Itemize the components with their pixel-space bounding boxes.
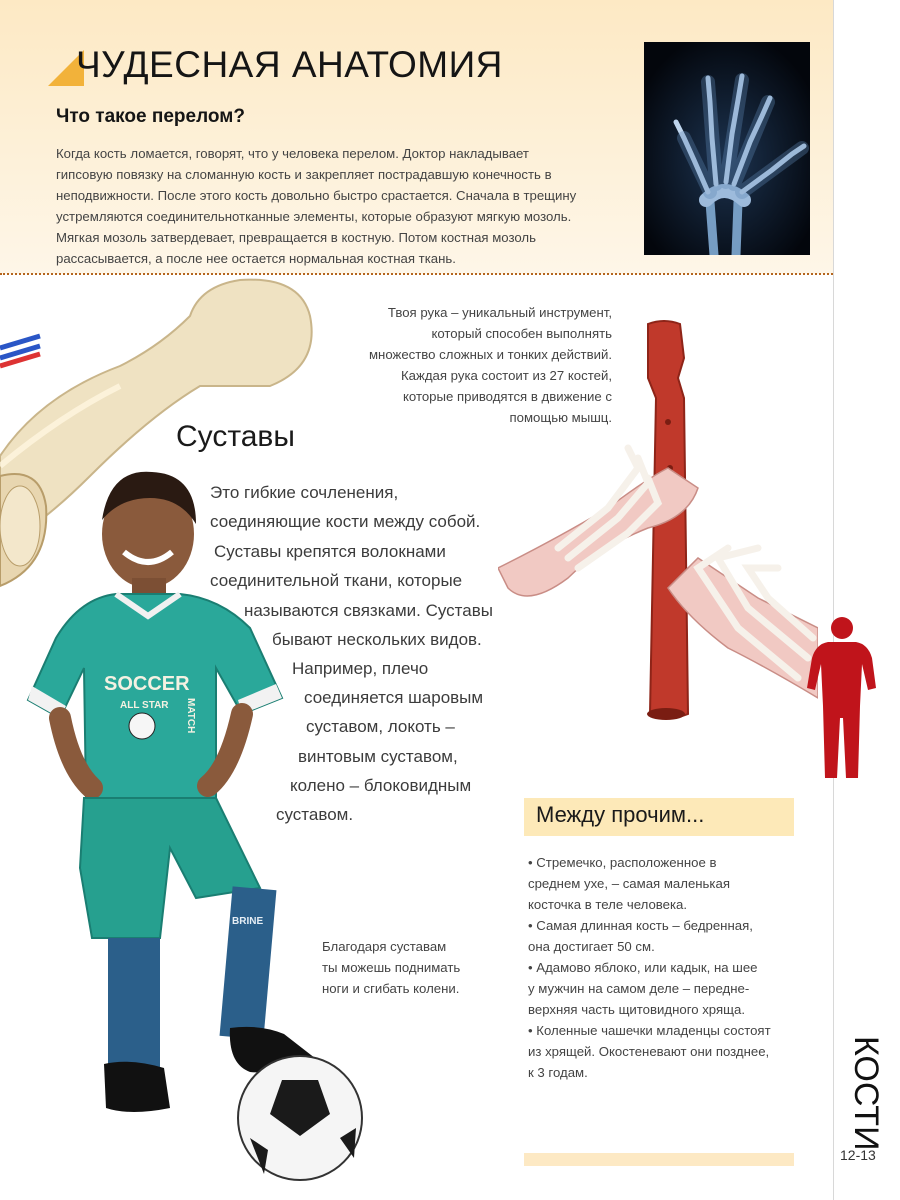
hand-caption-line: который способен выполнять bbox=[431, 326, 612, 341]
joints-line: колено – блоковидным bbox=[290, 776, 472, 795]
facts-bottom-bar bbox=[524, 1153, 794, 1166]
section-tab bbox=[845, 1030, 889, 1150]
fact-item bbox=[528, 852, 796, 915]
fact-line: • Адамово яблоко, или кадык, на шее bbox=[528, 960, 758, 975]
dotted-divider bbox=[0, 273, 833, 275]
joints-line: суставом. bbox=[276, 805, 354, 824]
fact-line: к 3 годам. bbox=[528, 1065, 588, 1080]
fact-item bbox=[528, 915, 796, 957]
section-tab-label: КОСТИ bbox=[847, 1036, 885, 1151]
joints-line: Например, плечо bbox=[292, 659, 429, 678]
knee-caption-line: ты можешь поднимать bbox=[322, 960, 461, 975]
fracture-line: устремляются соединительнотканные элементы, которые образуют мягкую мозоль. bbox=[56, 209, 572, 224]
hand-caption-line: Твоя рука – уникальный инструмент, bbox=[387, 305, 612, 320]
fracture-subheading: Что такое перелом? bbox=[56, 106, 245, 127]
fact-line: • Самая длинная кость – бедренная, bbox=[528, 918, 753, 933]
fracture-line: гипсовую повязку на сломанную кость и закрепляет пострадавшую конечность в bbox=[56, 167, 552, 182]
hand-caption-line: помощью мышц. bbox=[509, 410, 612, 425]
hand-caption-line: которые приводятся в движение с bbox=[402, 389, 612, 404]
right-margin bbox=[833, 0, 900, 1200]
page-title: ЧУДЕСНАЯ АНАТОМИЯ bbox=[76, 44, 503, 85]
knee-caption bbox=[322, 936, 460, 999]
joints-line: Это гибкие сочленения, bbox=[210, 483, 399, 502]
joints-line: называются связками. Суставы bbox=[244, 601, 493, 620]
facts-list bbox=[528, 852, 796, 1083]
joints-line: Суставы крепятся волокнами bbox=[214, 542, 446, 561]
fracture-paragraph bbox=[56, 143, 616, 269]
fact-item bbox=[528, 957, 796, 1020]
facts-title: Между прочим... bbox=[536, 802, 705, 827]
fact-line: среднем ухе, – самая маленькая bbox=[528, 876, 730, 891]
knee-caption-line: Благодаря суставам bbox=[322, 939, 447, 954]
hand-caption-line: множество сложных и тонких действий. bbox=[368, 347, 612, 362]
fact-item bbox=[528, 1020, 796, 1083]
fact-line: у мужчин на самом деле – передне- bbox=[528, 981, 750, 996]
xray-hand-image bbox=[644, 42, 810, 255]
joints-line: соединительной ткани, которые bbox=[210, 571, 463, 590]
shirt-text: ALL STAR bbox=[120, 700, 169, 711]
human-silhouette-icon bbox=[806, 614, 878, 780]
fact-line: • Коленные чашечки младенцы состоят bbox=[528, 1023, 771, 1038]
fracture-line: неподвижности. После этого кость довольно быстро срастается. Сначала в трещину bbox=[56, 188, 577, 203]
fact-line: из хрящей. Окостеневают они позднее, bbox=[528, 1044, 770, 1059]
joints-title: Суставы bbox=[176, 420, 295, 453]
joints-line: суставом, локоть – bbox=[306, 717, 455, 736]
hands-flute-illustration bbox=[498, 318, 818, 738]
page-number: 12-13 bbox=[840, 1147, 876, 1163]
fracture-line: Мягкая мозоль затвердевает, превращается в костную. Потом костная мозоль bbox=[56, 230, 536, 245]
fracture-line: рассасывается, а после нее остается нормальная костная ткань. bbox=[56, 251, 456, 266]
shirt-text: SOCCER bbox=[104, 673, 190, 695]
fact-line: верхняя часть щитовидного хряща. bbox=[528, 1002, 745, 1017]
joints-line: бывают нескольких видов. bbox=[272, 630, 482, 649]
shirt-text: MATCH bbox=[185, 698, 196, 734]
shin-guard-text: BRINE bbox=[232, 916, 264, 927]
fact-line: она достигает 50 см. bbox=[528, 939, 655, 954]
hand-caption-line: Каждая рука состоит из 27 костей, bbox=[401, 368, 612, 383]
fracture-line: Когда кость ломается, говорят, что у человека перелом. Доктор накладывает bbox=[56, 146, 529, 161]
joints-line: соединяющие кости между собой. bbox=[210, 512, 481, 531]
knee-caption-line: ноги и сгибать колени. bbox=[322, 981, 460, 996]
joints-line: соединяется шаровым bbox=[304, 688, 484, 707]
fact-line: косточка в теле человека. bbox=[528, 897, 688, 912]
joints-line: винтовым суставом, bbox=[298, 747, 458, 766]
fact-line: • Стремечко, расположенное в bbox=[528, 855, 717, 870]
